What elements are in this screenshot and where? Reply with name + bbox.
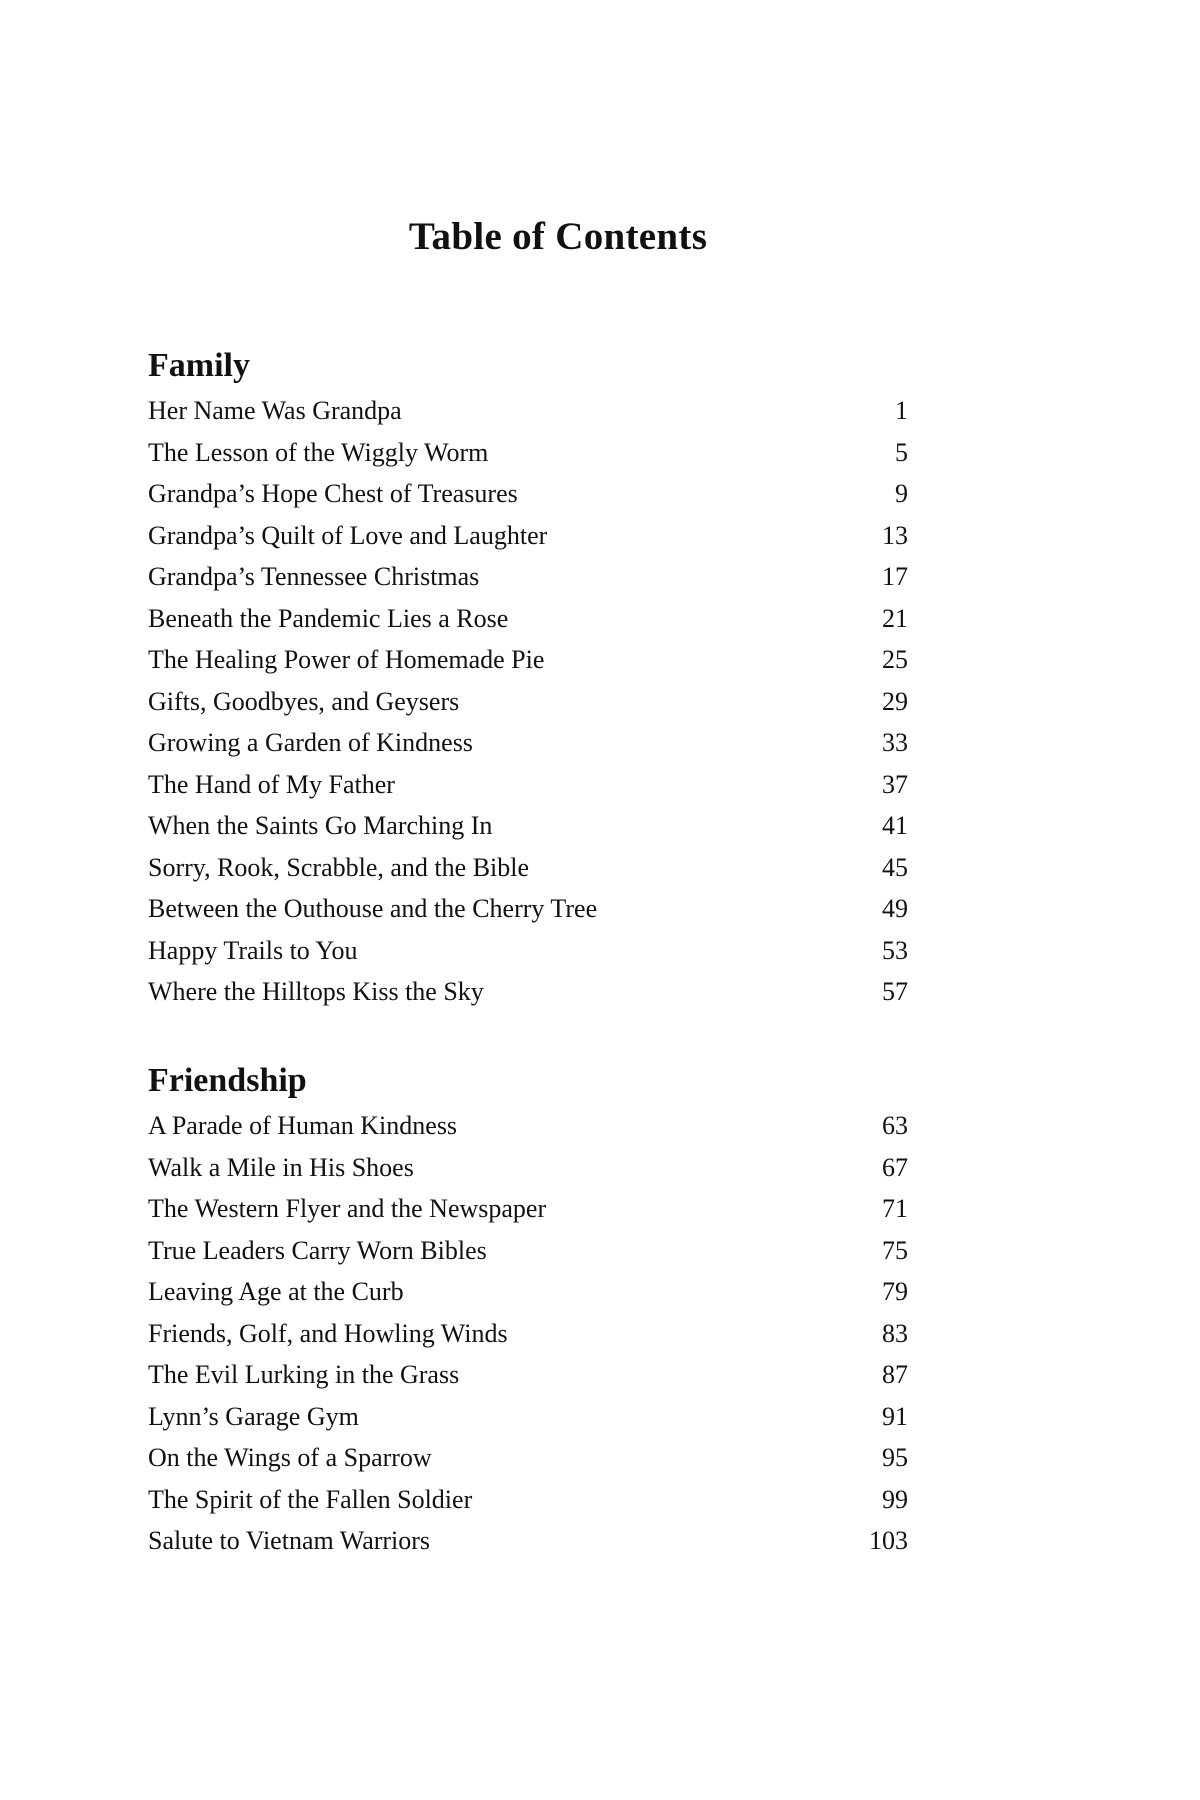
entry-title: Sorry, Rook, Scrabble, and the Bible: [148, 852, 530, 882]
entry-title: Salute to Vietnam Warriors: [148, 1526, 431, 1555]
entry-page-number: 83: [882, 1318, 908, 1348]
page-title: Table of Contents: [408, 215, 708, 258]
entry-page-number: 79: [882, 1277, 908, 1306]
entry-title: Growing a Garden of Kindness: [148, 728, 473, 757]
toc-entry[interactable]: [148, 1396, 908, 1438]
section-heading: Family: [148, 347, 250, 384]
toc-entry[interactable]: [148, 971, 908, 1013]
toc-entry[interactable]: [148, 515, 908, 557]
entry-page-number: 33: [882, 728, 908, 757]
entry-page-number: 87: [882, 1360, 908, 1389]
entry-page-number: 5: [895, 437, 908, 467]
toc-entry[interactable]: [148, 639, 908, 681]
entry-title: Where the Hilltops Kiss the Sky: [148, 977, 484, 1006]
section-family: [148, 344, 908, 1013]
entry-title: Her Name Was Grandpa: [148, 396, 402, 425]
entry-page-number: 17: [882, 562, 908, 591]
entry-page-number: 91: [882, 1401, 908, 1431]
entry-title: A Parade of Human Kindness: [148, 1111, 458, 1140]
entry-page-number: 41: [882, 811, 908, 840]
entry-page-number: 103: [869, 1526, 908, 1555]
entry-page-number: 37: [882, 769, 908, 799]
entry-title: When the Saints Go Marching In: [148, 811, 493, 840]
entry-page-number: 9: [895, 479, 908, 508]
entry-page-number: 49: [882, 894, 908, 923]
entry-page-number: 95: [882, 1443, 908, 1472]
toc-entry[interactable]: [148, 1313, 908, 1355]
entry-title: Grandpa’s Quilt of Love and Laughter: [148, 520, 548, 550]
entry-page-number: 1: [895, 396, 908, 425]
entry-page-number: 13: [882, 520, 908, 550]
entry-title: The Evil Lurking in the Grass: [148, 1360, 460, 1389]
toc-entry[interactable]: [148, 473, 908, 515]
entry-page-number: 25: [882, 645, 908, 674]
entry-title: Between the Outhouse and the Cherry Tree: [148, 894, 598, 923]
entry-title: The Hand of My Father: [148, 769, 395, 799]
entry-title: Beneath the Pandemic Lies a Rose: [148, 603, 509, 633]
entry-title: Gifts, Goodbyes, and Geysers: [148, 686, 460, 716]
entry-page-number: 21: [882, 603, 908, 633]
toc-entry[interactable]: [148, 1354, 908, 1396]
entry-title: The Western Flyer and the Newspaper: [148, 1194, 547, 1223]
toc-entry[interactable]: [148, 888, 908, 930]
entry-page-number: 57: [882, 977, 908, 1006]
toc-entry[interactable]: [148, 722, 908, 764]
section-friendship: [148, 1059, 908, 1562]
entry-page-number: 29: [882, 686, 908, 716]
toc-entry[interactable]: [148, 556, 908, 598]
toc-entry[interactable]: [148, 1520, 908, 1562]
entry-page-number: 53: [882, 935, 908, 965]
entry-list: [148, 1105, 908, 1562]
toc-entry[interactable]: [148, 598, 908, 640]
entry-list: [148, 390, 908, 1013]
entry-title: True Leaders Carry Worn Bibles: [148, 1235, 487, 1265]
toc-entry[interactable]: [148, 1271, 908, 1313]
entry-title: The Spirit of the Fallen Soldier: [148, 1484, 473, 1514]
toc-entry[interactable]: [148, 805, 908, 847]
toc-entry[interactable]: [148, 764, 908, 806]
toc-entry[interactable]: [148, 390, 908, 432]
entry-title: Lynn’s Garage Gym: [148, 1401, 359, 1431]
entry-page-number: 63: [882, 1111, 908, 1140]
toc-entry[interactable]: [148, 1188, 908, 1230]
entry-page-number: 67: [882, 1152, 908, 1182]
entry-title: The Healing Power of Homemade Pie: [148, 645, 545, 674]
entry-title: On the Wings of a Sparrow: [148, 1443, 432, 1472]
toc-entry[interactable]: [148, 432, 908, 474]
toc-entry[interactable]: [148, 1230, 908, 1272]
entry-title: Walk a Mile in His Shoes: [148, 1152, 414, 1182]
entry-title: Grandpa’s Tennessee Christmas: [148, 562, 480, 591]
entry-page-number: 71: [882, 1194, 908, 1223]
entry-title: Leaving Age at the Curb: [148, 1277, 404, 1306]
entry-title: Friends, Golf, and Howling Winds: [148, 1318, 508, 1348]
toc-entry[interactable]: [148, 930, 908, 972]
entry-title: Grandpa’s Hope Chest of Treasures: [148, 479, 518, 508]
toc-entry[interactable]: [148, 1105, 908, 1147]
entry-page-number: 75: [882, 1235, 908, 1265]
toc-entry[interactable]: [148, 681, 908, 723]
section-heading: Friendship: [148, 1062, 307, 1099]
entry-title: Happy Trails to You: [148, 935, 358, 965]
toc-entry[interactable]: [148, 847, 908, 889]
entry-title: The Lesson of the Wiggly Worm: [148, 437, 489, 467]
entry-page-number: 45: [882, 852, 908, 882]
toc-entry[interactable]: [148, 1147, 908, 1189]
entry-page-number: 99: [882, 1484, 908, 1514]
toc-entry[interactable]: [148, 1479, 908, 1521]
toc-entry[interactable]: [148, 1437, 908, 1479]
